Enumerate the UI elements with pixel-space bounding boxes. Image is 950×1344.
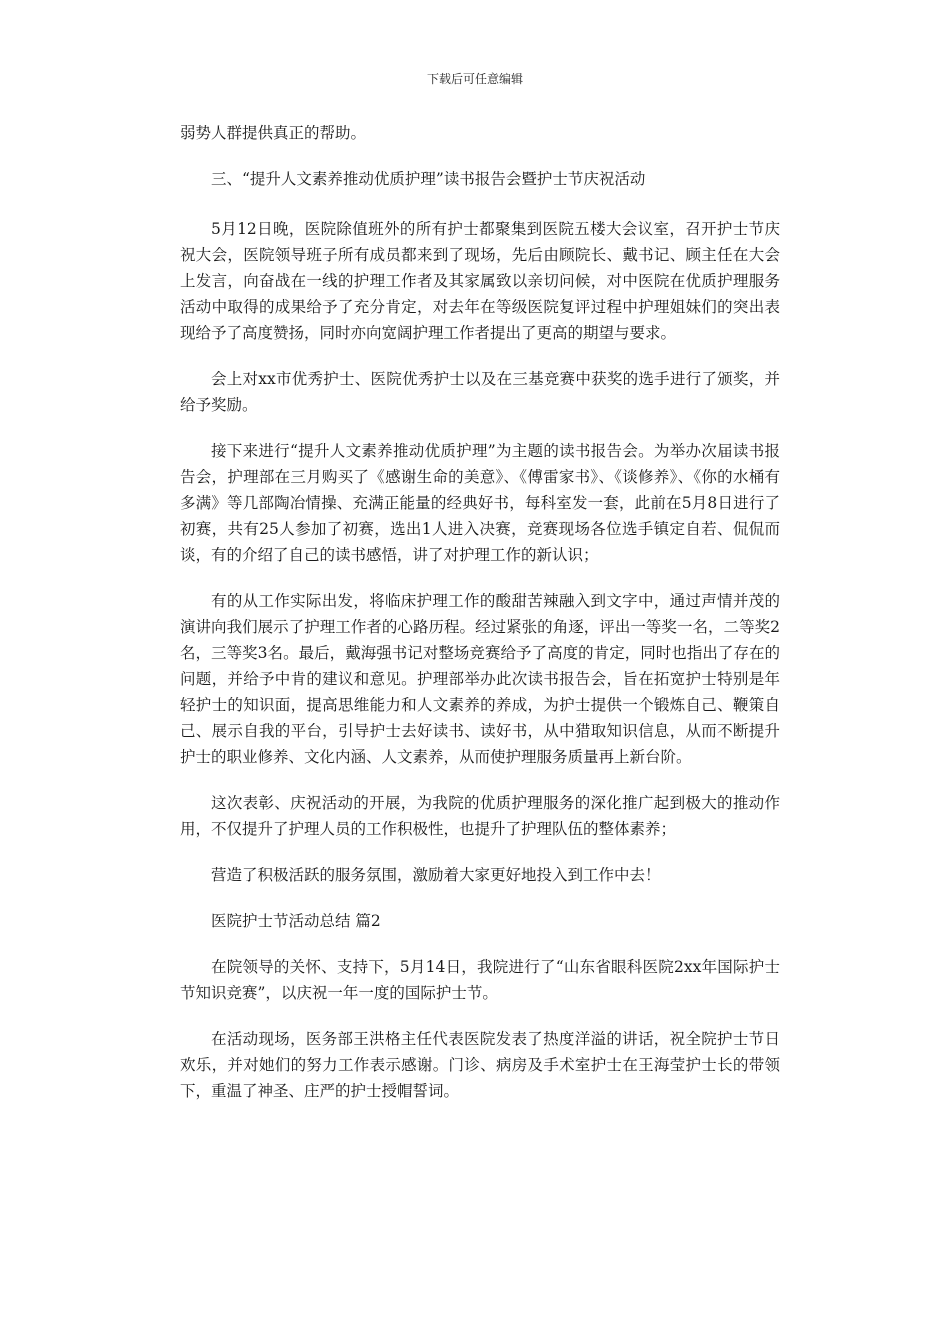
paragraph-continuation: 弱势人群提供真正的帮助。 [180,124,367,142]
paragraph-reading-report: 接下来进行“提升人文素养推动优质护理”为主题的读书报告会。为举办次届读书报告会，护理部在三月购买了《感谢生命的美意》、《傅雷家书》、《谈修养》、《你的水桶有多满》等几部陶冶情操、充满正能量的经典好书，每科室发一套，此前在5月8日进行了初赛，共有25人参加了初赛，选出1人进入决赛，竞赛现场各位选手镇定自若、侃侃而谈，有的介绍了自己的读书感悟，讲了对护理工作的新认识； [180,442,780,564]
paragraph-atmosphere: 营造了积极活跃的服务氛围，激励着大家更好地投入到工作中去！ [211,866,661,884]
section-heading-3: 三、“提升人文素养推动优质护理”读书报告会暨护士节庆祝活动 [211,170,646,188]
paragraph-ceremony: 在活动现场，医务部王洪格主任代表医院发表了热度洋溢的讲话，祝全院护士节日欢乐，并对她们的努力工作表示感谢。门诊、病房及手术室护士在王海莹护士长的带领下，重温了神圣、庄严的护士授帽誓词。 [180,1030,780,1100]
document-body [180,120,780,1124]
paragraph-competition-results: 有的从工作实际出发，将临床护理工作的酸甜苦辣融入到文字中，通过声情并茂的演讲向我们展示了护理工作者的心路历程。经过紧张的角逐，评出一等奖一名，二等奖2名，三等奖3名。最后，戴海强书记对整场竞赛给予了高度的肯定，同时也指出了存在的问题，并给予中肯的建议和意见。护理部举办此次读书报告会，旨在拓宽护士特别是年轻护士的知识面，提高思维能力和人文素养的养成，为护士提供一个锻炼自己、鞭策自己、展示自我的平台，引导护士去好读书、读好书，从中猎取知识信息，从而不断提升护士的职业修养、文化内涵、人文素养，从而使护理服务质量再上新台阶。 [180,592,780,766]
paragraph-celebration-meeting: 5月12日晚，医院除值班外的所有护士都聚集到医院五楼大会议室，召开护士节庆祝大会，医院领导班子所有成员都来到了现场，先后由顾院长、戴书记、顾主任在大会上发言，向奋战在一线的护理工作者及其家属致以亲切问候，对中医院在优质护理服务活动中取得的成果给予了充分肯定，对去年在等级医院复评过程中护理姐妹们的突出表现给予了高度赞扬，同时亦向宽阔护理工作者提出了更高的期望与要求。 [180,220,780,342]
article-subtitle-part2: 医院护士节活动总结 篇2 [211,912,381,930]
page-header-note: 下载后可任意编辑 [426,72,523,86]
paragraph-knowledge-contest: 在院领导的关怀、支持下，5月14日，我院进行了“山东省眼科医院2xx年国际护士节知识竞赛”，以庆祝一年一度的国际护士节。 [180,958,780,1002]
paragraph-impact: 这次表彰、庆祝活动的开展，为我院的优质护理服务的深化推广起到极大的推动作用，不仅提升了护理人员的工作积极性，也提升了护理队伍的整体素养； [180,794,780,838]
paragraph-awards: 会上对xx市优秀护士、医院优秀护士以及在三基竞赛中获奖的选手进行了颁奖，并给予奖励。 [180,370,780,414]
